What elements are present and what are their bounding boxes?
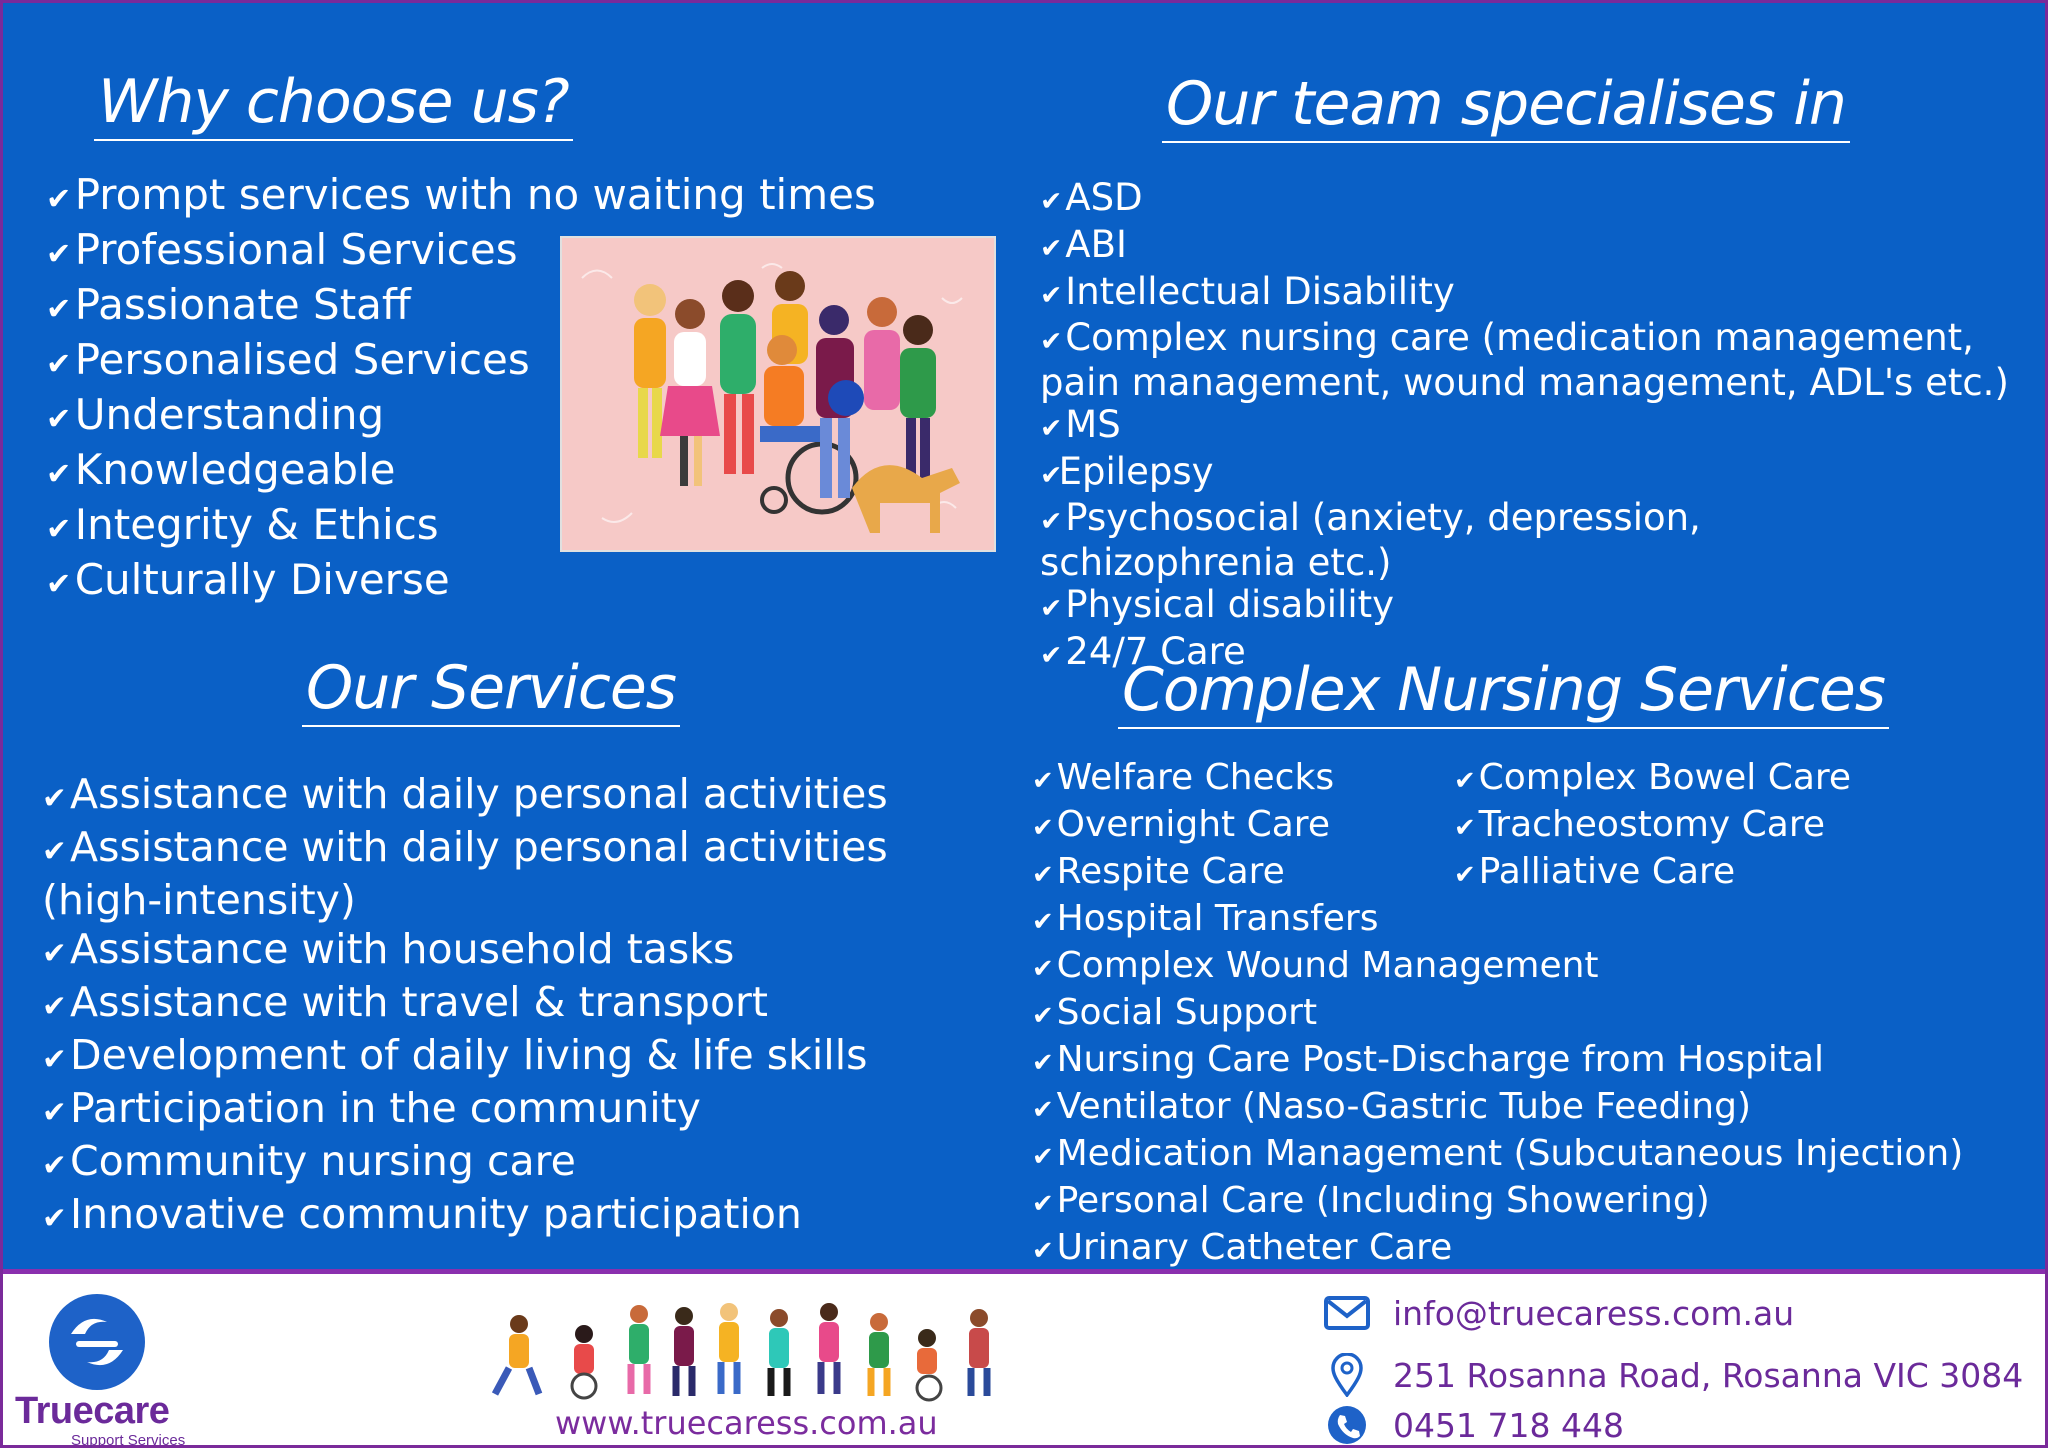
why-section — [94, 68, 573, 141]
check-icon: ✔ — [46, 292, 72, 327]
footer — [3, 1269, 2045, 1448]
list-item: ✔ Overnight Care — [1032, 803, 1963, 850]
website-link[interactable]: www.truecaress.com.au — [555, 1404, 938, 1442]
phone-row — [1323, 1404, 1624, 1446]
check-icon: ✔ — [1032, 1142, 1054, 1172]
list-item: ✔ Prompt services with no waiting times — [46, 170, 876, 225]
list-item: ✔ Development of daily living & life skills — [42, 1031, 922, 1084]
list-item: ✔ Ventilator (Naso-Gastric Tube Feeding) — [1032, 1085, 1963, 1132]
phone-link[interactable]: 0451 718 448 — [1393, 1405, 1624, 1445]
nursing-section — [1118, 656, 1889, 729]
list-item: ✔ Tracheostomy Care — [1454, 803, 1851, 850]
mail-icon — [1323, 1292, 1371, 1334]
list-item: ✔ Welfare Checks — [1032, 756, 1963, 803]
check-icon: ✔ — [46, 182, 72, 217]
diverse-people-illustration — [560, 236, 996, 552]
specialises-list — [1040, 176, 2020, 677]
services-list — [42, 770, 922, 1243]
check-icon: ✔ — [1040, 280, 1063, 311]
check-icon: ✔ — [1032, 1095, 1054, 1125]
check-icon: ✔ — [1040, 640, 1063, 671]
check-icon: ✔ — [1032, 954, 1054, 984]
list-item: ✔ Complex Wound Management — [1032, 944, 1963, 991]
address-text: 251 Rosanna Road, Rosanna VIC 3084 — [1393, 1355, 2024, 1395]
check-icon: ✔ — [42, 1201, 67, 1235]
list-item: ✔ ABI — [1040, 223, 2020, 270]
list-item: ✔ Assistance with household tasks — [42, 925, 922, 978]
list-item: ✔ Hospital Transfers — [1032, 897, 1963, 944]
list-item: ✔ Epilepsy — [1040, 450, 2020, 497]
celebrating-people-illustration — [479, 1294, 1019, 1404]
specialises-heading: Our team specialises in — [1162, 70, 1850, 143]
list-item: ✔ MS — [1040, 403, 2020, 450]
check-icon: ✔ — [1032, 1048, 1054, 1078]
nursing-list-secondary — [1454, 756, 1851, 897]
check-icon: ✔ — [1040, 506, 1063, 537]
why-heading: Why choose us? — [94, 68, 573, 141]
check-icon: ✔ — [1032, 1189, 1054, 1219]
check-icon: ✔ — [1032, 1236, 1054, 1266]
location-pin-icon — [1323, 1354, 1371, 1396]
check-icon: ✔ — [1032, 1001, 1054, 1031]
list-item: ✔ ASD — [1040, 176, 2020, 223]
list-item: ✔ Assistance with travel & transport — [42, 978, 922, 1031]
check-icon: ✔ — [46, 512, 72, 547]
list-item: ✔ Understanding — [46, 390, 876, 445]
check-icon: ✔ — [42, 834, 67, 868]
list-item: ✔Assistance with daily personal activities (high-intensity) — [42, 823, 888, 924]
list-item: ✔ Professional Services — [46, 225, 876, 280]
list-item: ✔ 24/7 Care — [1040, 630, 2020, 677]
list-item: ✔ Participation in the community — [42, 1084, 922, 1137]
check-icon: ✔ — [1454, 860, 1476, 890]
brand-name: Truecare — [15, 1390, 170, 1432]
check-icon: ✔ — [46, 347, 72, 382]
list-item: ✔ Innovative community participation — [42, 1190, 922, 1243]
list-item: ✔ Assistance with daily personal activities — [42, 770, 922, 823]
address-row — [1323, 1354, 2023, 1396]
check-icon: ✔ — [42, 1148, 67, 1182]
services-list-container — [42, 770, 922, 1243]
email-row — [1323, 1292, 1794, 1334]
list-item: ✔ Physical disability — [1040, 583, 2020, 630]
check-icon: ✔ — [1032, 766, 1054, 796]
check-icon: ✔ — [46, 457, 72, 492]
email-link[interactable]: info@truecaress.com.au — [1393, 1293, 1795, 1333]
nursing-list-col2 — [1454, 756, 1851, 897]
check-icon: ✔ — [1040, 460, 1063, 491]
check-icon: ✔ — [42, 936, 67, 970]
list-item: ✔ Integrity & Ethics — [46, 500, 876, 555]
list-item: ✔ Knowledgeable — [46, 445, 876, 500]
brand-tagline: Support Services — [71, 1432, 186, 1448]
check-icon: ✔ — [1040, 326, 1063, 357]
list-item: ✔ Nursing Care Post-Discharge from Hospital — [1032, 1038, 1963, 1085]
check-icon: ✔ — [46, 402, 72, 437]
list-item: ✔ Personalised Services — [46, 335, 876, 390]
check-icon: ✔ — [1454, 813, 1476, 843]
list-item: ✔ Culturally Diverse — [46, 555, 876, 610]
list-item: ✔Complex nursing care (medication management, pain management, wound management, ADL's etc.) — [1040, 316, 2009, 404]
services-heading: Our Services — [302, 654, 680, 727]
list-item: ✔ Urinary Catheter Care — [1032, 1226, 1963, 1273]
specialises-section — [1162, 70, 1850, 143]
list-item: ✔ Personal Care (Including Showering) — [1032, 1179, 1963, 1226]
check-icon: ✔ — [42, 1042, 67, 1076]
list-item: ✔ Complex Bowel Care — [1454, 756, 1851, 803]
check-icon: ✔ — [42, 781, 67, 815]
check-icon: ✔ — [1040, 186, 1063, 217]
check-icon: ✔ — [1032, 813, 1054, 843]
check-icon: ✔ — [1032, 907, 1054, 937]
nursing-heading: Complex Nursing Services — [1118, 656, 1889, 729]
list-item: ✔ Social Support — [1032, 991, 1963, 1038]
check-icon: ✔ — [46, 237, 72, 272]
specialises-list-container — [1040, 176, 2020, 677]
list-item: ✔Psychosocial (anxiety, depression, schizophrenia etc.) — [1040, 496, 1701, 584]
list-item: ✔ Respite Care — [1032, 850, 1963, 897]
list-item: ✔ Intellectual Disability — [1040, 270, 2020, 317]
check-icon: ✔ — [42, 989, 67, 1023]
check-icon: ✔ — [1040, 413, 1063, 444]
list-item: ✔ Medication Management (Subcutaneous Injection) — [1032, 1132, 1963, 1179]
check-icon: ✔ — [1040, 593, 1063, 624]
check-icon: ✔ — [1032, 860, 1054, 890]
check-icon: ✔ — [42, 1095, 67, 1129]
check-icon: ✔ — [46, 567, 72, 602]
truecare-logo — [49, 1294, 145, 1390]
services-section — [302, 654, 680, 727]
list-item: ✔ Community nursing care — [42, 1137, 922, 1190]
check-icon: ✔ — [1454, 766, 1476, 796]
check-icon: ✔ — [1040, 233, 1063, 264]
list-item: ✔ Passionate Staff — [46, 280, 876, 335]
phone-icon — [1323, 1404, 1371, 1446]
list-item: ✔ Palliative Care — [1454, 850, 1851, 897]
